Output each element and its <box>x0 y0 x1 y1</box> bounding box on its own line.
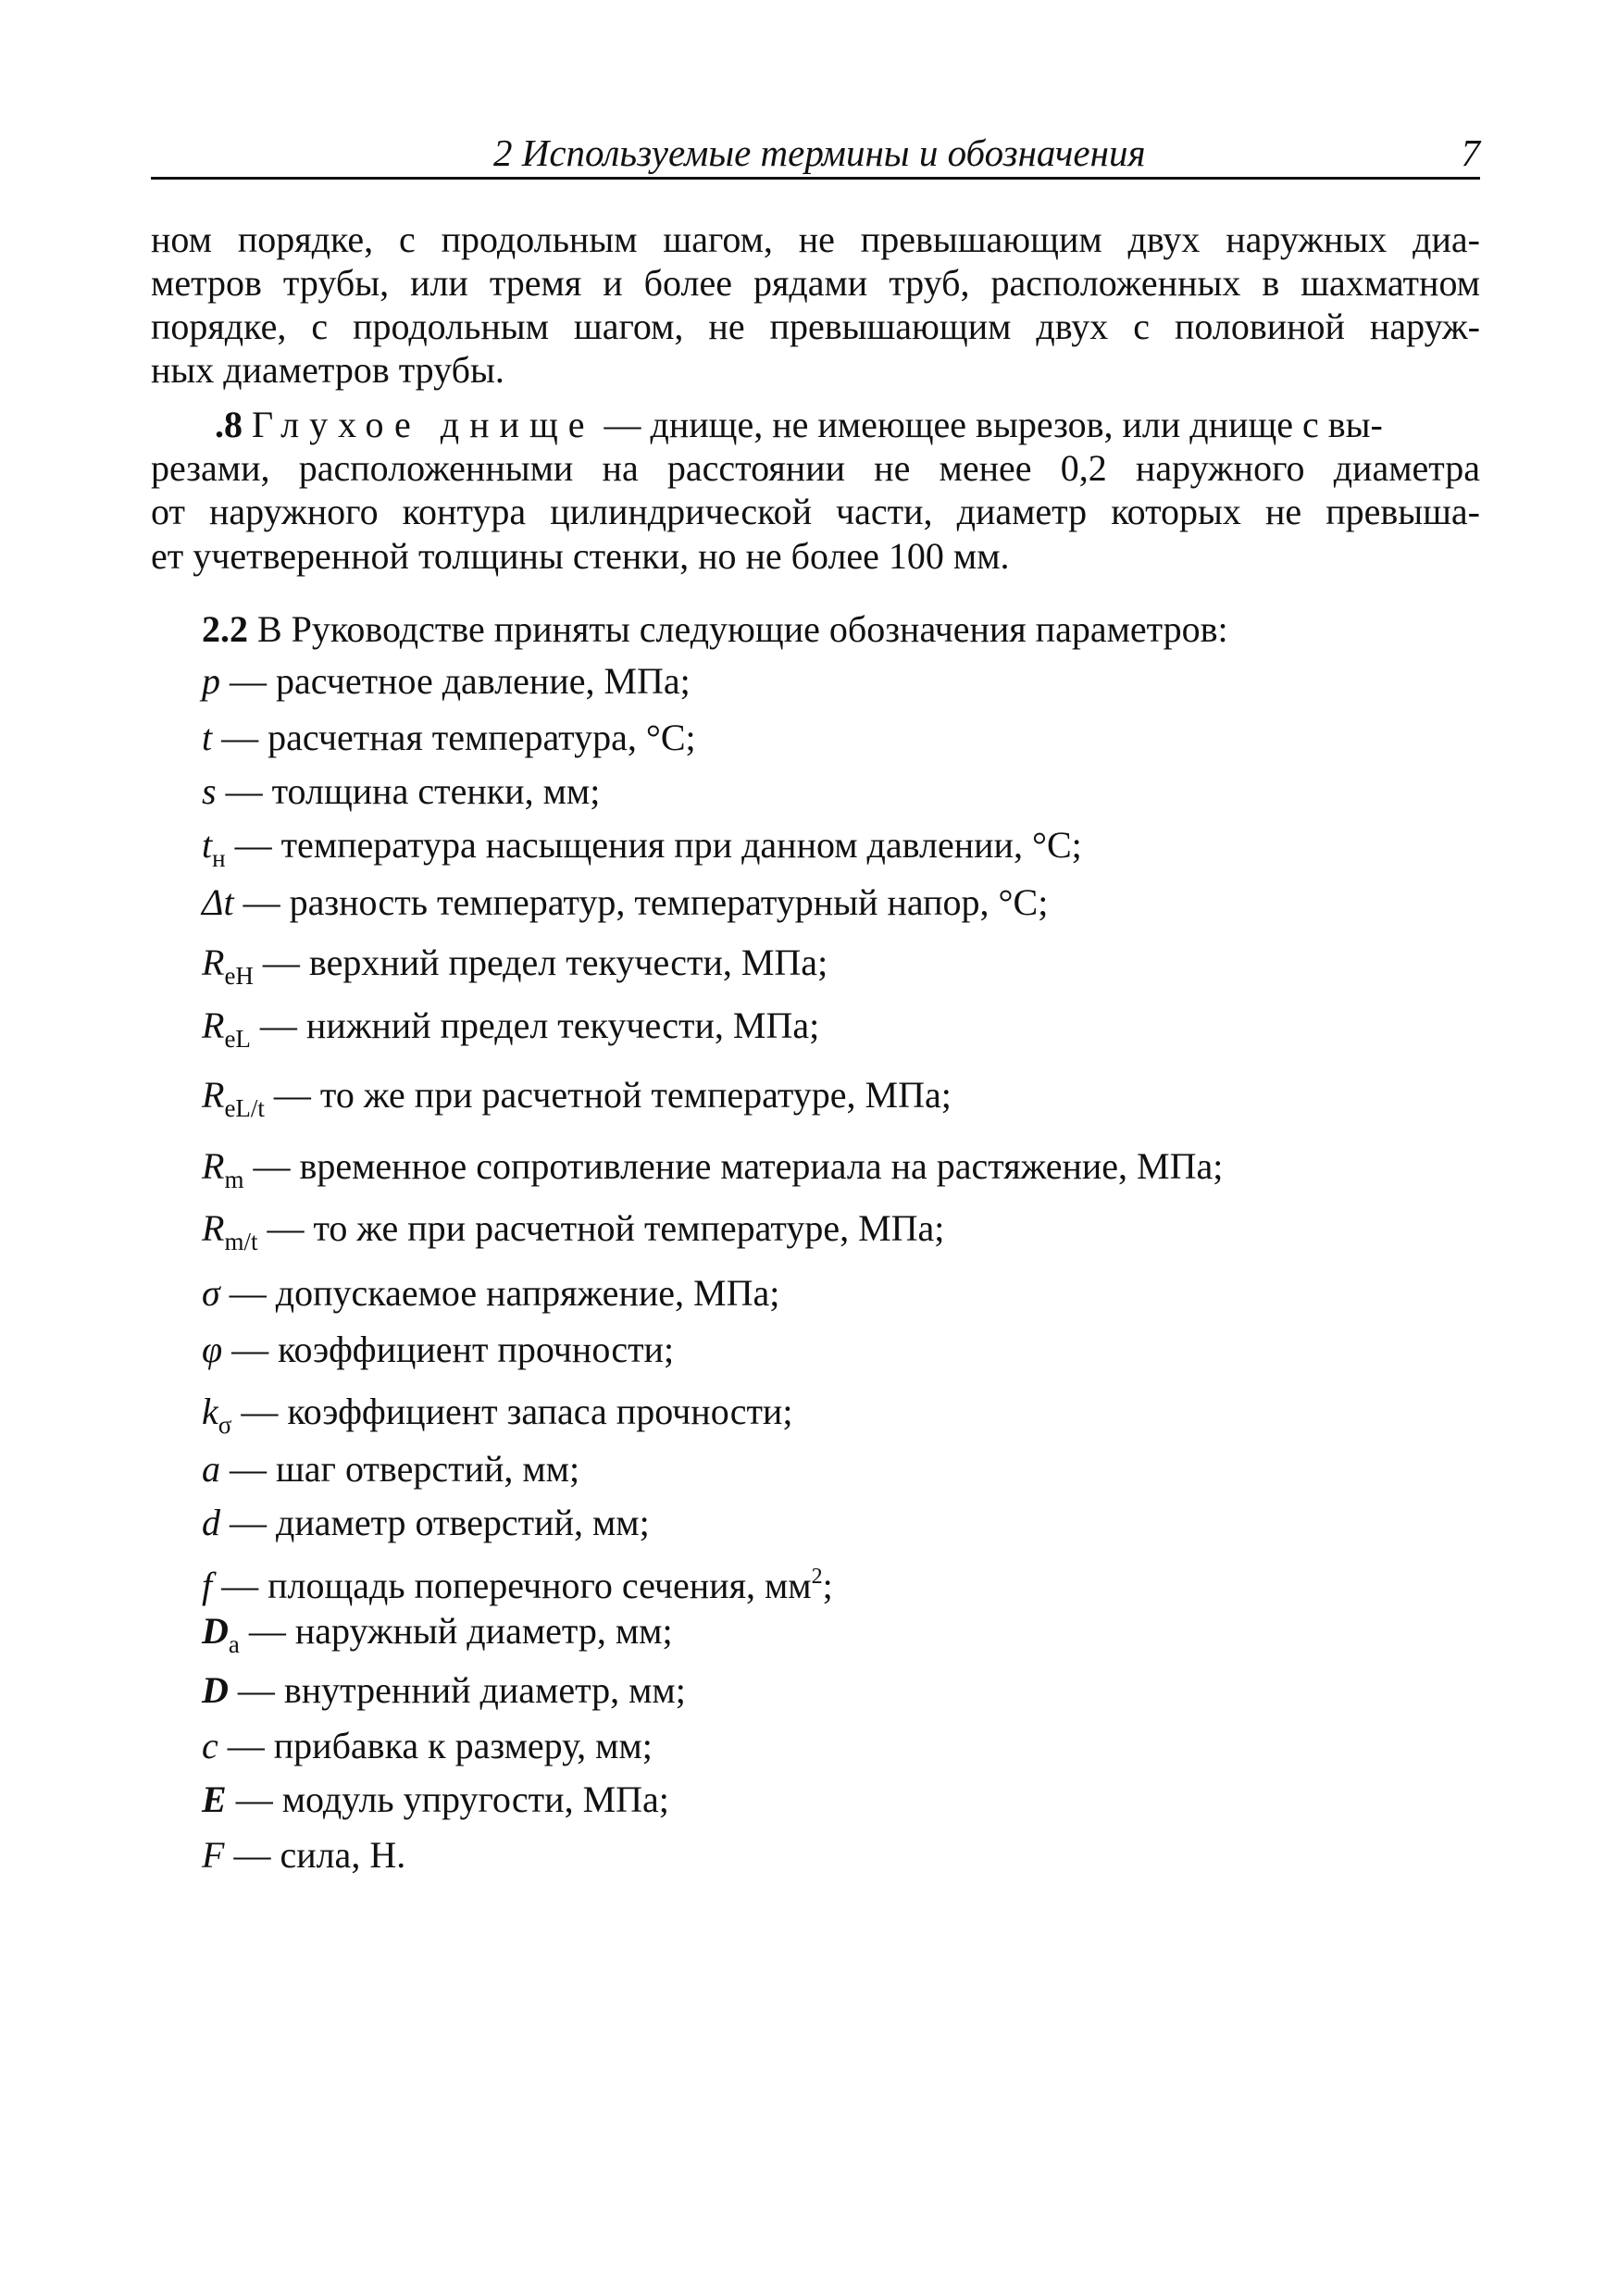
symbol-description: — временное сопротивление материала на растяжение, МПа; <box>253 1145 1224 1187</box>
symbol-row <box>202 1389 792 1448</box>
symbol-row <box>202 1327 674 1373</box>
symbol: Δt <box>202 881 234 923</box>
section-heading <box>202 606 1228 653</box>
symbol-subscript: eH <box>224 962 254 990</box>
symbol: c <box>202 1725 218 1766</box>
symbol-subscript: m/t <box>224 1228 258 1255</box>
symbol-row <box>202 940 828 999</box>
symbol-description: — то же при расчетной температуре, МПа; <box>267 1207 945 1249</box>
symbol-description: — то же при расчетной температуре, МПа; <box>273 1074 952 1116</box>
symbol-description: — модуль упругости, МПа; <box>235 1778 669 1820</box>
symbol-description: — прибавка к размеру, мм; <box>227 1725 653 1766</box>
body-line: от наружного контура цилиндрической части, диаметр которых не превыша- <box>151 491 1480 532</box>
symbol: R <box>202 942 225 983</box>
page-number: 7 <box>1461 131 1480 174</box>
symbol: p <box>202 660 220 702</box>
symbol-subscript: a <box>228 1630 240 1658</box>
symbol-row <box>202 1205 944 1265</box>
body-line: метров трубы, или тремя и более рядами труб, расположенных в шахматном <box>151 262 1480 304</box>
symbol-row <box>202 1667 686 1714</box>
symbol-description: — площадь поперечного сечения, мм <box>221 1565 812 1606</box>
symbol-subscript: σ <box>218 1411 232 1439</box>
symbol: k <box>202 1391 218 1432</box>
symbol: t <box>202 717 213 758</box>
symbol-row <box>202 1777 669 1823</box>
punctuation: ; <box>822 1565 833 1606</box>
term-paragraph-heading <box>215 402 1383 448</box>
symbol-row <box>202 1554 833 1609</box>
symbol: t <box>202 824 213 866</box>
symbol-row <box>202 1003 819 1062</box>
symbol: R <box>202 1074 225 1116</box>
symbol-row <box>202 1723 653 1769</box>
running-header <box>151 131 1480 180</box>
body-line: резами, расположенными на расстоянии не менее 0,2 наружного диаметра <box>151 447 1480 489</box>
symbol-description: — допускаемое напряжение, МПа; <box>229 1272 780 1314</box>
symbol: R <box>202 1207 225 1249</box>
symbol: F <box>202 1834 225 1876</box>
symbol: f <box>202 1565 213 1606</box>
term-name: Глухое днище <box>252 404 595 445</box>
symbol-subscript: eL/t <box>224 1094 265 1122</box>
symbol: R <box>202 1004 225 1046</box>
symbol-description: — толщина стенки, мм; <box>225 770 601 812</box>
body-line: ном порядке, с продольным шагом, не превышающим двух наружных диа- <box>151 218 1480 260</box>
body-line: ет учетверенной толщины стенки, но не более 100 мм. <box>151 535 1010 577</box>
symbol-description: — сила, Н. <box>233 1834 406 1876</box>
symbol-row <box>202 768 600 815</box>
symbol-row <box>202 1608 673 1667</box>
symbol-row <box>202 658 691 705</box>
symbol-description: — верхний предел текучести, МПа; <box>262 942 828 983</box>
symbol-description: — расчетное давление, МПа; <box>230 660 691 702</box>
symbol: D <box>202 1610 229 1652</box>
symbol: d <box>202 1502 220 1543</box>
body-line: ных диаметров трубы. <box>151 349 504 391</box>
section-text: В Руководстве приняты следующие обозначения параметров: <box>257 608 1228 650</box>
symbol: s <box>202 770 217 812</box>
symbol-row <box>202 1500 650 1546</box>
symbol-row <box>202 715 696 761</box>
symbol: E <box>202 1778 227 1820</box>
symbol-row <box>202 1072 952 1131</box>
symbol-row <box>202 1446 579 1492</box>
symbol-description: — коэффициент прочности; <box>231 1329 675 1370</box>
symbol-description: — нижний предел текучести, МПа; <box>259 1004 820 1046</box>
symbol: D <box>202 1669 229 1711</box>
symbol-row <box>202 1270 779 1316</box>
symbol: R <box>202 1145 225 1187</box>
symbol: φ <box>202 1329 223 1370</box>
symbol-subscript: m <box>224 1166 244 1193</box>
symbol-row <box>202 880 1048 926</box>
symbol-description: — разность температур, температурный напор, °С; <box>243 881 1049 923</box>
term-number: .8 <box>215 404 243 445</box>
term-definition-start: — днище, не имеющее вырезов, или днище с вы- <box>604 404 1383 445</box>
symbol-row <box>202 1143 1223 1203</box>
symbol-row <box>202 1832 405 1878</box>
symbol-subscript: eL <box>224 1025 251 1053</box>
body-line: порядке, с продольным шагом, не превышающим двух с половиной наруж- <box>151 306 1480 347</box>
symbol-subscript: н <box>212 844 226 872</box>
symbol: σ <box>202 1272 220 1314</box>
symbol-description: — шаг отверстий, мм; <box>230 1448 580 1490</box>
symbol: a <box>202 1448 220 1490</box>
symbol-description: — внутренний диаметр, мм; <box>237 1669 686 1711</box>
unit-superscript: 2 <box>811 1565 823 1589</box>
symbol-description: — наружный диаметр, мм; <box>248 1610 673 1652</box>
symbol-description: — температура насыщения при данном давлении, °С; <box>234 824 1082 866</box>
symbol-description: — расчетная температура, °С; <box>221 717 696 758</box>
symbol-row <box>202 822 1082 881</box>
symbol-description: — коэффициент запаса прочности; <box>241 1391 793 1432</box>
symbol-description: — диаметр отверстий, мм; <box>230 1502 650 1543</box>
section-number: 2.2 <box>202 608 248 650</box>
header-title: 2 Используемые термины и обозначения <box>493 131 1146 174</box>
